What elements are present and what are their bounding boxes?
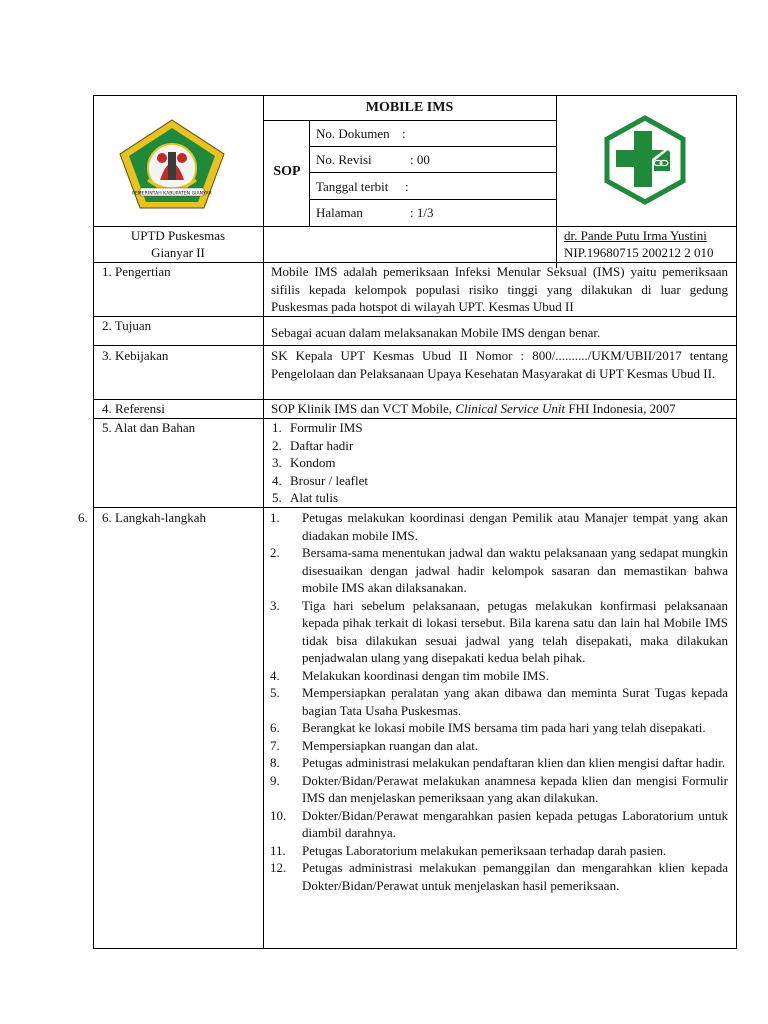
item-number: 4. xyxy=(272,472,282,488)
step-item xyxy=(270,544,728,597)
item-text: Alat tulis xyxy=(290,490,339,505)
step-number: 8. xyxy=(270,755,280,770)
step-number: 6. xyxy=(270,720,280,735)
field-divider-1 xyxy=(309,146,556,147)
puskesmas-logo xyxy=(600,115,690,205)
step-text: Mempersiapkan peralatan yang akan dibawa dan meminta Surat Tugas kepada bagian Tata Usaha Puskesmas. xyxy=(302,685,728,718)
step-number: 12. xyxy=(270,860,287,875)
step-item xyxy=(270,719,728,737)
step-text: Berangkat ke lokasi mobile IMS bersama tim pada hari yang telah disepakati. xyxy=(302,720,706,735)
table-border-left xyxy=(93,95,94,949)
institution-name-line2: Gianyar II xyxy=(151,245,205,260)
step-number: 9. xyxy=(270,772,280,788)
list-item xyxy=(272,437,712,455)
list-item xyxy=(272,419,712,437)
sop-label: SOP xyxy=(273,164,301,179)
step-item xyxy=(270,684,728,719)
step-text: Dokter/Bidan/Perawat melakukan anamnesa kepada klien dan mengisi Formulir IMS dan menjelaskan pemeriksaan yang akan dilakukan. xyxy=(302,772,728,805)
langkah-list xyxy=(270,509,728,894)
referensi-text-italic: Clinical Service Unit xyxy=(455,401,566,416)
tujuan-label: 2. Tujuan xyxy=(102,318,152,333)
row-divider-3 xyxy=(93,345,736,346)
step-text: Petugas melakukan koordinasi dengan Pemilik atau Manajer tempat yang akan diadakan mobile IMS. xyxy=(302,510,728,543)
step-text: Petugas Laboratorium melakukan pemeriksaan terhadap darah pasien. xyxy=(302,842,667,858)
sop-divider xyxy=(309,120,310,226)
field-divider-3 xyxy=(309,199,556,200)
step-item xyxy=(270,667,728,685)
field-tanggal-terbit-label: Tanggal terbit xyxy=(316,179,389,194)
signer-name: dr. Pande Putu Irma Yustini xyxy=(564,228,707,243)
kebijakan-text: SK Kepala UPT Kesmas Ubud II Nomor : 800/........../UKM/UBII/2017 tentang Pengelolaan dan Pelaksanaan Upaya Kesehatan Masyarakat di UPT Kesmas Ubud II. xyxy=(271,348,728,381)
step-item xyxy=(270,859,728,894)
header-divider-right xyxy=(556,95,557,268)
field-halaman-value: : 1/3 xyxy=(410,205,434,220)
kebijakan-label: 3. Kebijakan xyxy=(102,348,169,363)
pengertian-text: Mobile IMS adalah pemeriksaan Infeksi Menular Seksual (IMS) yaitu pemeriksaan sifilis kepada kelompok populasi risiko tinggi yang dilakukan di luar gedung Puskesmas pada hotspot di wilayah UPT. Kesmas Ubud II xyxy=(271,264,728,314)
step-item xyxy=(270,509,728,544)
list-item xyxy=(272,472,712,490)
field-no-dokumen-value: : xyxy=(402,126,406,141)
list-item xyxy=(272,454,712,472)
field-divider-2 xyxy=(309,172,556,173)
table-border-right xyxy=(736,95,737,949)
document-title: MOBILE IMS xyxy=(365,100,454,115)
step-item xyxy=(270,597,728,667)
step-item xyxy=(270,842,728,860)
label-column-divider xyxy=(263,262,264,949)
step-text: Bersama-sama menentukan jadwal dan waktu pelaksanaan yang sedapat mungkin disesuaikan dengan jadwal hadir kelompok sasaran dan memastikan bahwa mobile IMS akan dilaksanakan. xyxy=(302,545,728,595)
row-divider-2 xyxy=(93,316,736,317)
step-number: 5. xyxy=(270,685,280,700)
item-text: Daftar hadir xyxy=(290,437,354,453)
field-halaman-label: Halaman xyxy=(316,205,363,220)
field-no-revisi-label: No. Revisi xyxy=(316,152,372,167)
step-text: Petugas administrasi melakukan pendaftaran klien dan klien mengisi daftar hadir. xyxy=(302,755,726,770)
item-text: Kondom xyxy=(290,455,336,470)
step-item xyxy=(270,754,728,772)
field-no-dokumen-label: No. Dokumen xyxy=(316,126,390,141)
item-number: 2. xyxy=(272,437,282,453)
referensi-label: 4. Referensi xyxy=(102,401,165,416)
pengertian-label: 1. Pengertian xyxy=(102,264,171,279)
step-item xyxy=(270,737,728,755)
step-number: 4. xyxy=(270,667,280,683)
item-text: Formulir IMS xyxy=(290,420,363,435)
table-border-top xyxy=(93,95,736,96)
step-number: 1. xyxy=(270,510,280,525)
field-no-revisi-value: : 00 xyxy=(410,152,430,167)
step-text: Melakukan koordinasi dengan tim mobile IMS. xyxy=(302,667,549,683)
alat-list xyxy=(272,419,712,507)
langkah-outer-number: 6. xyxy=(78,510,88,525)
alat-label: 5. Alat dan Bahan xyxy=(102,420,196,435)
langkah-label: 6. Langkah-langkah xyxy=(102,510,206,525)
referensi-text-end: FHI Indonesia, 2007 xyxy=(565,401,676,416)
row-divider-6 xyxy=(93,507,736,508)
tujuan-text: Sebagai acuan dalam melaksanakan Mobile IMS dengan benar. xyxy=(271,325,601,340)
step-item xyxy=(270,807,728,842)
title-divider xyxy=(263,120,556,121)
step-number: 2. xyxy=(270,545,280,560)
referensi-text-start: SOP Klinik IMS dan VCT Mobile, xyxy=(271,401,456,416)
step-text: Tiga hari sebelum pelaksanaan, petugas melakukan konfirmasi pelaksanaan kepada pihak terkait di lokasi tersebut. Bila karena satu dan lain hal Mobile IMS tidak bisa dilakukan sesuai jadwal yang telah disepakati, maka dilakukan penjadwalan ulang yang disepakati kedua belah pihak. xyxy=(302,597,728,665)
step-item xyxy=(270,772,728,807)
item-number: 5. xyxy=(272,490,282,505)
step-number: 11. xyxy=(270,842,286,858)
step-number: 3. xyxy=(270,597,280,613)
step-text: Mempersiapkan ruangan dan alat. xyxy=(302,737,479,753)
step-text: Petugas administrasi melakukan pemanggilan dan mengarahkan klien kepada Dokter/Bidan/Perawat untuk menjelaskan hasil pemeriksaan. xyxy=(302,860,728,893)
step-number: 10. xyxy=(270,807,287,823)
item-number: 1. xyxy=(272,420,282,435)
institution-name-line1: UPTD Puskesmas xyxy=(130,228,226,243)
referensi-text xyxy=(271,400,676,418)
gianyar-regency-logo xyxy=(118,118,226,210)
field-tanggal-terbit-value: : xyxy=(405,179,409,194)
item-text: Brosur / leaflet xyxy=(290,472,368,488)
table-border-bottom xyxy=(93,948,736,949)
step-number: 7. xyxy=(270,737,280,753)
logo-caption: PEMERINTAH KABUPATEN GIANYAR xyxy=(132,191,212,197)
step-text: Dokter/Bidan/Perawat mengarahkan pasien kepada petugas Laboratorium untuk diambil darahnya. xyxy=(302,807,728,840)
list-item xyxy=(272,489,712,507)
item-number: 3. xyxy=(272,455,282,470)
signer-nip: NIP.19680715 200212 2 010 xyxy=(564,245,714,260)
